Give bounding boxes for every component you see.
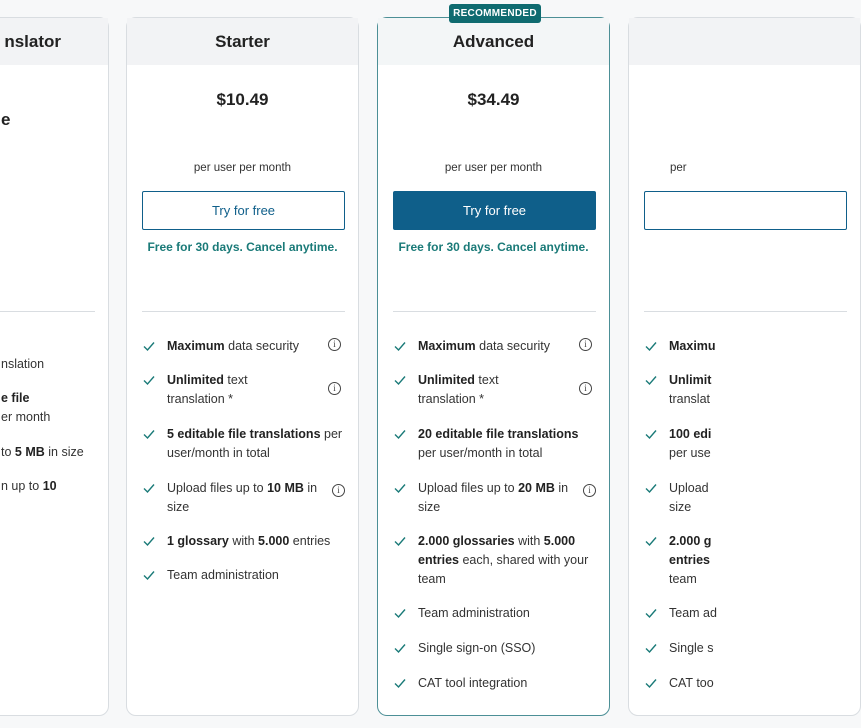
info-icon[interactable]: i [579,338,592,351]
check-icon [393,373,407,387]
plan-card-starter: Starter $10.49 per user per month Try for free Free for 30 days. Cancel anytime. Maximum data security i Unlimited text translation * i 5 editable file translations per user/month in total Upload files up to 10 MB in size i 1 glossary with 5.000 entries Team administration [126,17,359,716]
check-icon [393,481,407,495]
check-icon [393,339,407,353]
check-icon [644,373,658,387]
try-for-free-button[interactable]: Try for free [142,191,345,230]
price-period: per [670,162,687,174]
check-icon [142,568,156,582]
check-icon [142,534,156,548]
check-icon [393,606,407,620]
info-icon[interactable]: i [328,382,341,395]
info-icon[interactable]: i [328,338,341,351]
check-icon [393,641,407,655]
check-icon [644,534,658,548]
plan-header [629,18,860,65]
check-icon [644,676,658,690]
plan-card-advanced: Advanced $34.49 per user per month Try for free Free for 30 days. Cancel anytime. Maximum data security i Unlimited text translation * i 20 editable file translations per user/month in total Upload files up to 20 MB in size i 2.000 glossaries with 5.000 entries each, shared with your team Team administration Single sign-on (SSO) CAT tool integration [377,17,610,716]
recommended-badge: RECOMMENDED [449,4,541,23]
check-icon [644,481,658,495]
check-icon [142,339,156,353]
price-period: per user per month [444,162,543,174]
divider [142,311,345,312]
check-icon [142,427,156,441]
price-period: per user per month [193,162,292,174]
trial-note: Free for 30 days. Cancel anytime. [147,240,338,254]
check-icon [644,427,658,441]
feature-item: n up to 10 [1,479,57,493]
plan-price: e [1,110,11,129]
check-icon [644,339,658,353]
check-icon [393,534,407,548]
divider [0,311,95,312]
plan-name: nslator [0,18,108,65]
plan-name: Advanced [378,18,609,65]
check-icon [644,641,658,655]
check-icon [393,427,407,441]
feature-item: nslation [1,357,45,371]
info-icon[interactable]: i [583,484,596,497]
check-icon [142,481,156,495]
feature-item: to 5 MB in size [1,445,84,459]
info-icon[interactable]: i [332,484,345,497]
plan-card-ultimate: per Maximu Unlimit translat 100 edi per use Upload size 2.000 g entries team Team ad Single s CAT too [628,17,861,716]
plan-price: $34.49 [467,90,520,109]
trial-note: Free for 30 days. Cancel anytime. [398,240,589,254]
divider [393,311,596,312]
divider [644,311,847,312]
try-for-free-button[interactable]: Try for free [393,191,596,230]
plan-price: $10.49 [216,90,269,109]
check-icon [393,676,407,690]
check-icon [644,606,658,620]
plan-card-translator [0,17,109,716]
check-icon [142,373,156,387]
info-icon[interactable]: i [579,382,592,395]
plan-name: Starter [127,18,358,65]
try-for-free-button[interactable] [644,191,847,230]
feature-item: e file er month [1,391,51,424]
